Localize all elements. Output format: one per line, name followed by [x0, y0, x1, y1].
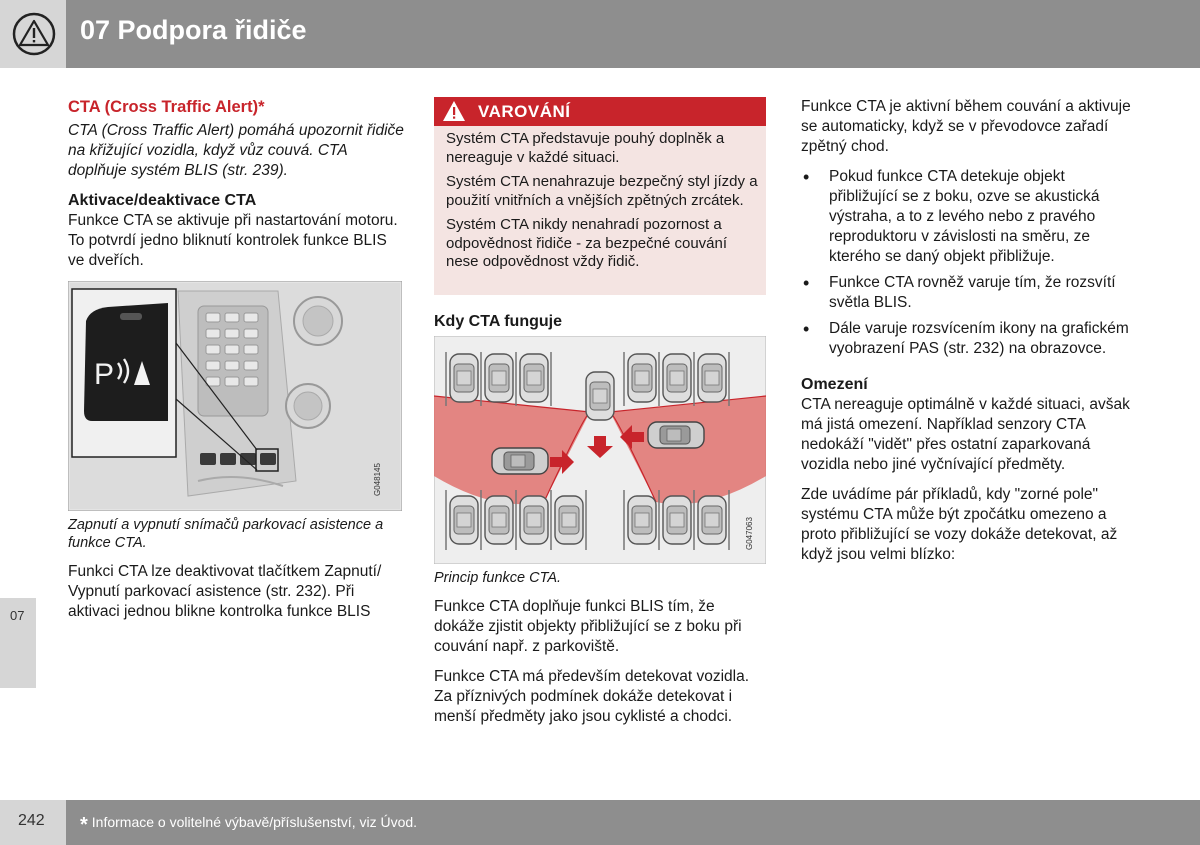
- warning-header: [434, 97, 766, 126]
- paragraph: Funkce CTA je aktivní během couvání a aktivuje se automaticky, když se v převodovce zařadí zpětný chod.: [801, 98, 1131, 155]
- bullet-list: [801, 167, 1131, 359]
- figure-caption: Princip funkce CTA.: [434, 570, 562, 586]
- warning-text: Systém CTA nikdy nenahradí pozornost a odpovědnost řidiče - za bezpečné couvání nese odpovědnost vždy řidič.: [446, 216, 728, 270]
- column-2-heading: [434, 312, 768, 332]
- console-illustration: [68, 281, 402, 511]
- sub-heading: Aktivace/deaktivace CTA: [68, 192, 257, 209]
- list-item: • Dále varuje rozsvícením ikony na grafickém vyobrazení PAS (str. 232) na obrazovce.: [801, 319, 1131, 359]
- parking-assist-symbol: P: [94, 358, 115, 391]
- paragraph: Zde uvádíme pár příkladů, kdy "zorné pole" systému CTA může být zpočátku omezeno a proto přibližující se vozy dokáže detekovat, až když jsou velmi blízko:: [801, 486, 1118, 563]
- cta-principle-figure: [434, 336, 766, 564]
- chapter-tab-label: 07: [10, 608, 25, 623]
- warning-box: [434, 97, 766, 295]
- list-item: • Funkce CTA rovněž varuje tím, že rozsvítí světla BLIS.: [801, 273, 1131, 313]
- column-2-lower: [434, 569, 768, 737]
- warning-text: Systém CTA představuje pouhý doplněk a nereaguje v každé situaci.: [446, 130, 725, 166]
- footnote-star: *: [80, 814, 88, 836]
- page-title: 07 Podpora řidiče: [80, 15, 307, 45]
- section-heading: CTA (Cross Traffic Alert)*: [68, 98, 265, 116]
- footer-note: [80, 814, 417, 837]
- paragraph: CTA nereaguje optimálně v každé situaci, avšak má jistá omezení. Například senzory CTA nedokáží "vidět" přes ostatní zaparkovaná vozidla nebo jiné vyčnívající předměty.: [801, 396, 1130, 473]
- warning-title: VAROVÁNÍ: [478, 102, 571, 121]
- page-header: [0, 0, 1200, 68]
- figure-code: G048145: [373, 463, 382, 496]
- column-1-lower: [68, 516, 406, 632]
- footnote-text: Informace o volitelné výbavě/příslušenství, viz Úvod.: [91, 814, 418, 830]
- list-item: • Pokud funkce CTA detekuje objekt přibližující se z boku, ozve se akustická výstraha, a to z levého nebo z pravého reproduktoru v závislosti na směru, ze kterého se daný objekt přibližuje.: [801, 167, 1131, 267]
- warning-triangle-icon: [12, 12, 56, 56]
- figure-code: G047063: [745, 517, 754, 550]
- paragraph: Funkce CTA doplňuje funkci BLIS tím, že dokáže zjistit objekty přibližující se z boku při couvání např. z parkoviště.: [434, 598, 742, 655]
- header-icon-area: [0, 0, 66, 68]
- sub-heading: Kdy CTA funguje: [434, 313, 562, 330]
- intro-text: CTA (Cross Traffic Alert) pomáhá upozornit řidiče na křižující vozidla, když vůz couvá. CTA doplňuje systém BLIS (str. 239).: [68, 122, 404, 179]
- parking-lot-illustration: [434, 336, 766, 564]
- column-3: [801, 97, 1131, 575]
- column-1: [68, 97, 406, 281]
- page-number: 242: [18, 812, 45, 829]
- paragraph: Funkce CTA se aktivuje při nastartování motoru. To potvrdí jedno bliknutí kontrolek funkce BLIS ve dveřích.: [68, 212, 398, 269]
- parking-button-figure: [68, 281, 402, 511]
- paragraph: Funkce CTA má především detekovat vozidla. Za příznivých podmínek dokáže detekovat i menší předměty jako jsou cyklisté a chodci.: [434, 668, 750, 725]
- figure-caption: Zapnutí a vypnutí snímačů parkovací asistence a funkce CTA.: [68, 517, 384, 551]
- sub-heading: Omezení: [801, 376, 868, 393]
- warning-text: Systém CTA nenahrazuje bezpečný styl jízdy a použití vnitřních a vnějších zpětných zrcátek.: [446, 173, 758, 209]
- header-bar: [66, 0, 1200, 68]
- chapter-tab: [0, 598, 36, 688]
- paragraph: Funkci CTA lze deaktivovat tlačítkem Zapnutí/ Vypnutí parkovací asistence (str. 232). Při aktivaci jednou blikne kontrolka funkce BLIS: [68, 563, 382, 620]
- warning-body: [446, 130, 758, 278]
- warning-triangle-icon: [442, 100, 466, 122]
- footer-bar: [66, 800, 1200, 845]
